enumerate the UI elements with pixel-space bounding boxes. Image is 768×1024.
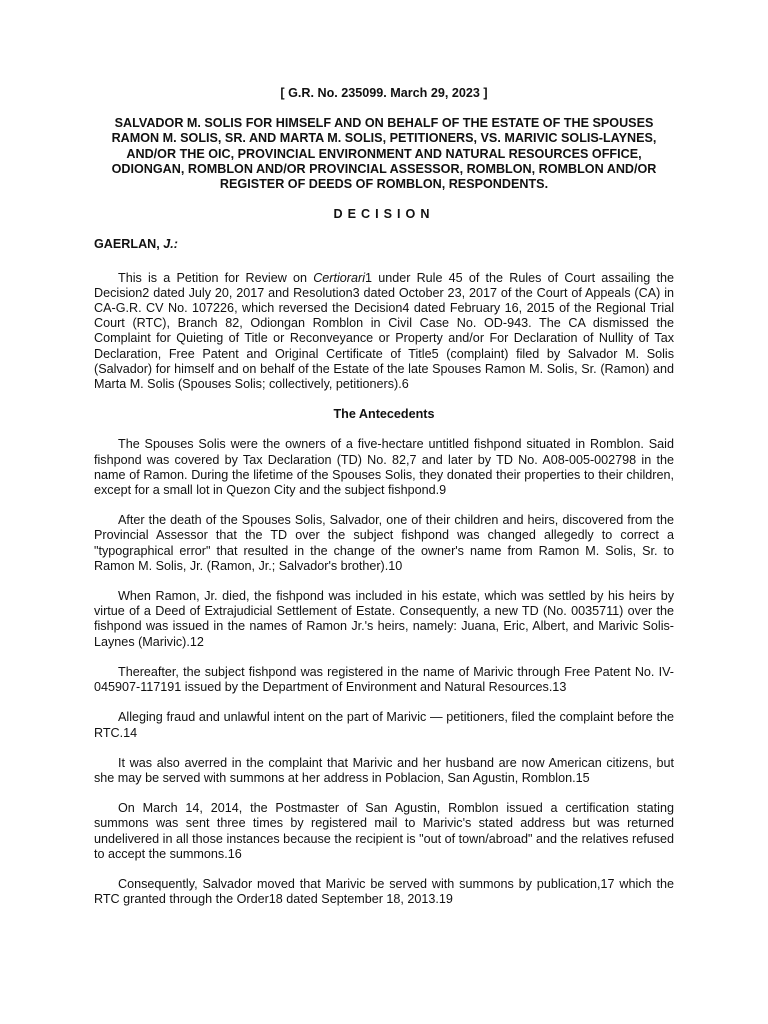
paragraph-petition bbox=[94, 271, 674, 393]
paragraph-spouses-fishpond: The Spouses Solis were the owners of a five-hectare untitled fishpond situated in Romblon. Said fishpond was covered by Tax Declaration (TD) No. 82,7 and later by TD No. A08-005-002798 in the name of Ramon. During the lifetime of the Spouses Solis, they donated their properties to their children, except for a small lot in Quezon City and the subject fishpond.9 bbox=[94, 437, 674, 498]
ponente bbox=[94, 237, 674, 252]
paragraph-fraud-complaint: Alleging fraud and unlawful intent on the part of Marivic — petitioners, filed the complaint before the RTC.14 bbox=[94, 710, 674, 740]
paragraph-postmaster-certification: On March 14, 2014, the Postmaster of San Agustin, Romblon issued a certification stating summons was sent three times by registered mail to Marivic's stated address but was returned undelivered in all those instances because the recipient is "out of town/abroad" and the relatives refused to accept the summons.16 bbox=[94, 801, 674, 861]
paragraph-free-patent: Thereafter, the subject fishpond was registered in the name of Marivic through Free Patent No. IV-045907-117191 issued by the Department of Environment and Natural Resources.13 bbox=[94, 664, 674, 695]
paragraph-summons-publication: Consequently, Salvador moved that Marivic be served with summons by publication,17 which the RTC granted through the Order18 dated September 18, 2013.19 bbox=[94, 876, 674, 907]
case-parties: SALVADOR M. SOLIS FOR HIMSELF AND ON BEHALF OF THE ESTATE OF THE SPOUSES RAMON M. SOLIS, SR. AND MARTA M. SOLIS, PETITIONERS, VS. MARIVIC SOLIS-LAYNES, AND/OR THE OIC, PROVINCIAL ENVIRONMENT AND NATURAL RESOURCES OFFICE, ODIONGAN, ROMBLON AND/OR PROVINCIAL ASSESSOR, ROMBLON, ROMBLON AND/OR REGISTER OF DEEDS OF ROMBLON, RESPONDENTS. bbox=[111, 116, 657, 192]
decision-label: DECISION bbox=[333, 207, 435, 222]
paragraph-petition-part-c: 1 under Rule 45 of the Rules of Court assailing the Decision2 dated July 20, 2017 and Resolution3 dated October 23, 2017 of the Court of Appeals (CA) in CA-G.R. CV No. 107226, which reversed the Decision4 dated February 16, 2015 of the Regional Trial Court (RTC), Branch 82, Odiongan Romblon in Civil Case No. OD-943. The CA dismissed the Complaint for Quieting of Title or Reconveyance or Property and/or For Declaration of Nullity of Tax Declaration, Free Patent and Original Certificate of Title5 (complaint) filed by Salvador M. Solis (Salvador) for himself and on behalf of the Estate of the late Spouses Ramon M. Solis, Sr. (Ramon) and Marta M. Solis (Spouses Solis; collectively, petitioners).6 bbox=[94, 270, 674, 392]
paragraph-petition-part-a: This is a Petition for Review on bbox=[118, 270, 314, 285]
paragraph-typographical-error: After the death of the Spouses Solis, Salvador, one of their children and heirs, discovered from the Provincial Assessor that the TD over the subject fishpond was changed allegedly to correct a "typographical error" that resulted in the change of the owner's name from Ramon M. Solis, Sr. to Ramon M. Solis, Jr. (Ramon, Jr.; Salvador's brother).10 bbox=[94, 513, 674, 573]
section-heading-antecedents: The Antecedents bbox=[333, 407, 435, 422]
document-content bbox=[94, 86, 674, 907]
ponente-title: J.: bbox=[163, 237, 178, 252]
ponente-name: GAERLAN, bbox=[94, 237, 164, 252]
paragraph-estate-settlement: When Ramon, Jr. died, the fishpond was included in his estate, which was settled by his heirs by virtue of a Deed of Extrajudicial Settlement of Estate. Consequently, a new TD (No. 0035711) over the fishpond was issued in the names of Ramon Jr.'s heirs, namely: Juana, Eric, Albert, and Marivic Solis-Laynes (Marivic).12 bbox=[94, 589, 674, 649]
case-number: [ G.R. No. 235099. March 29, 2023 ] bbox=[280, 86, 488, 100]
certiorari-term: Certiorari bbox=[313, 270, 365, 285]
paragraph-american-citizens: It was also averred in the complaint that Marivic and her husband are now American citizens, but she may be served with summons at her address in Poblacion, San Agustin, Romblon.15 bbox=[94, 755, 674, 785]
